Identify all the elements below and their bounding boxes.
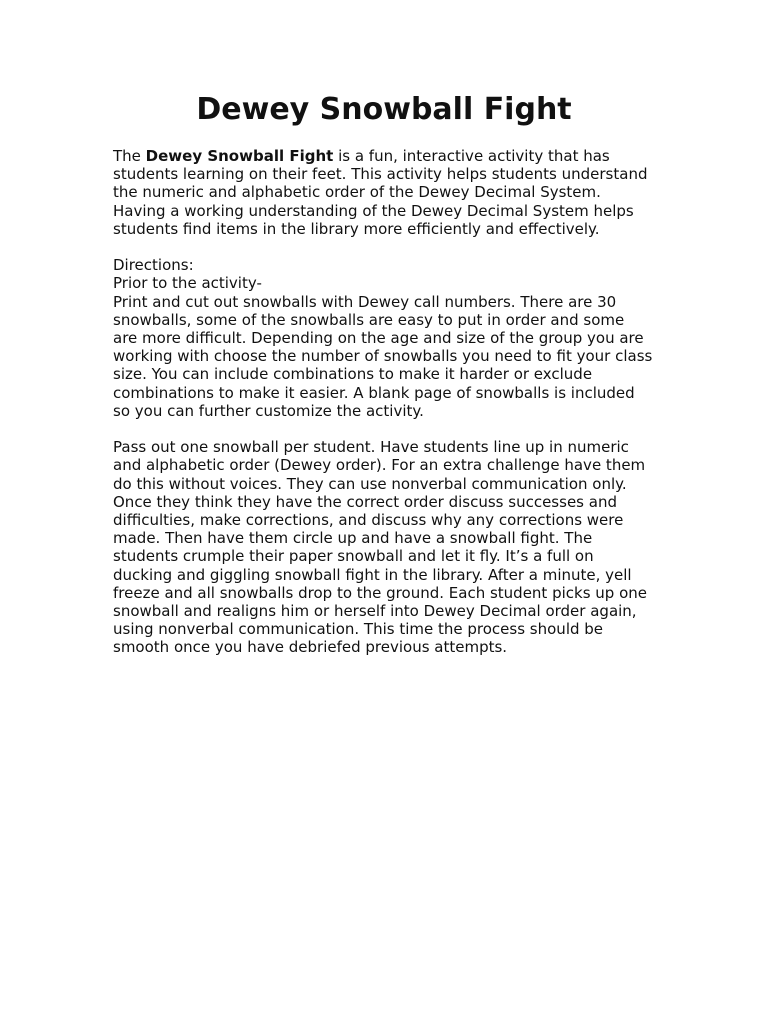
prior-line: snowballs, some of the snowballs are easy to put in order and some [113,310,625,329]
activity-line: do this without voices. They can use nonverbal communication only. [113,474,627,493]
activity-line: students crumple their paper snowball and let it fly. It’s a full on [113,547,594,566]
activity-line: using nonverbal communication. This time the process should be [113,620,604,639]
intro-line: students find items in the library more efficiently and effectively. [113,219,600,238]
activity-line: difficulties, make corrections, and discuss why any corrections were [113,511,624,530]
intro-line1-rest: is a fun, interactive activity that has [333,147,610,165]
intro-line: students learning on their feet. This activity helps students understand [113,165,648,184]
directions-heading: Directions: [113,256,194,275]
document-body [113,147,673,657]
activity-line: snowball and realigns him or herself into Dewey Decimal order again, [113,602,637,621]
directions-paragraph [113,256,673,420]
activity-line: freeze and all snowballs drop to the ground. Each student picks up one [113,583,647,602]
intro-paragraph [113,147,673,238]
activity-line: Pass out one snowball per student. Have students line up in numeric [113,438,629,457]
prior-line: working with choose the number of snowballs you need to fit your class [113,347,653,366]
intro-line: the numeric and alphabetic order of the Dewey Decimal System. [113,183,601,202]
intro-line: Having a working understanding of the Dewey Decimal System helps [113,201,634,220]
prior-heading: Prior to the activity- [113,274,262,293]
prior-line: combinations to make it easier. A blank page of snowballs is included [113,383,635,402]
activity-line: Once they think they have the correct order discuss successes and [113,492,617,511]
activity-line: made. Then have them circle up and have a snowball fight. The [113,529,593,548]
activity-name: Dewey Snowball Fight [145,147,334,165]
prior-line: Print and cut out snowballs with Dewey call numbers. There are 30 [113,292,617,311]
prior-line: so you can further customize the activity. [113,401,424,420]
prior-line: size. You can include combinations to make it harder or exclude [113,365,593,384]
intro-lead: The [113,147,146,165]
document-title: Dewey Snowball Fight [196,92,572,127]
intro-line [113,147,673,165]
activity-line: ducking and giggling snowball fight in the library. After a minute, yell [113,565,632,584]
prior-line: are more difficult. Depending on the age and size of the group you are [113,329,644,348]
activity-paragraph [113,438,673,656]
activity-line: smooth once you have debriefed previous attempts. [113,638,508,657]
activity-line: and alphabetic order (Dewey order). For an extra challenge have them [113,456,646,475]
